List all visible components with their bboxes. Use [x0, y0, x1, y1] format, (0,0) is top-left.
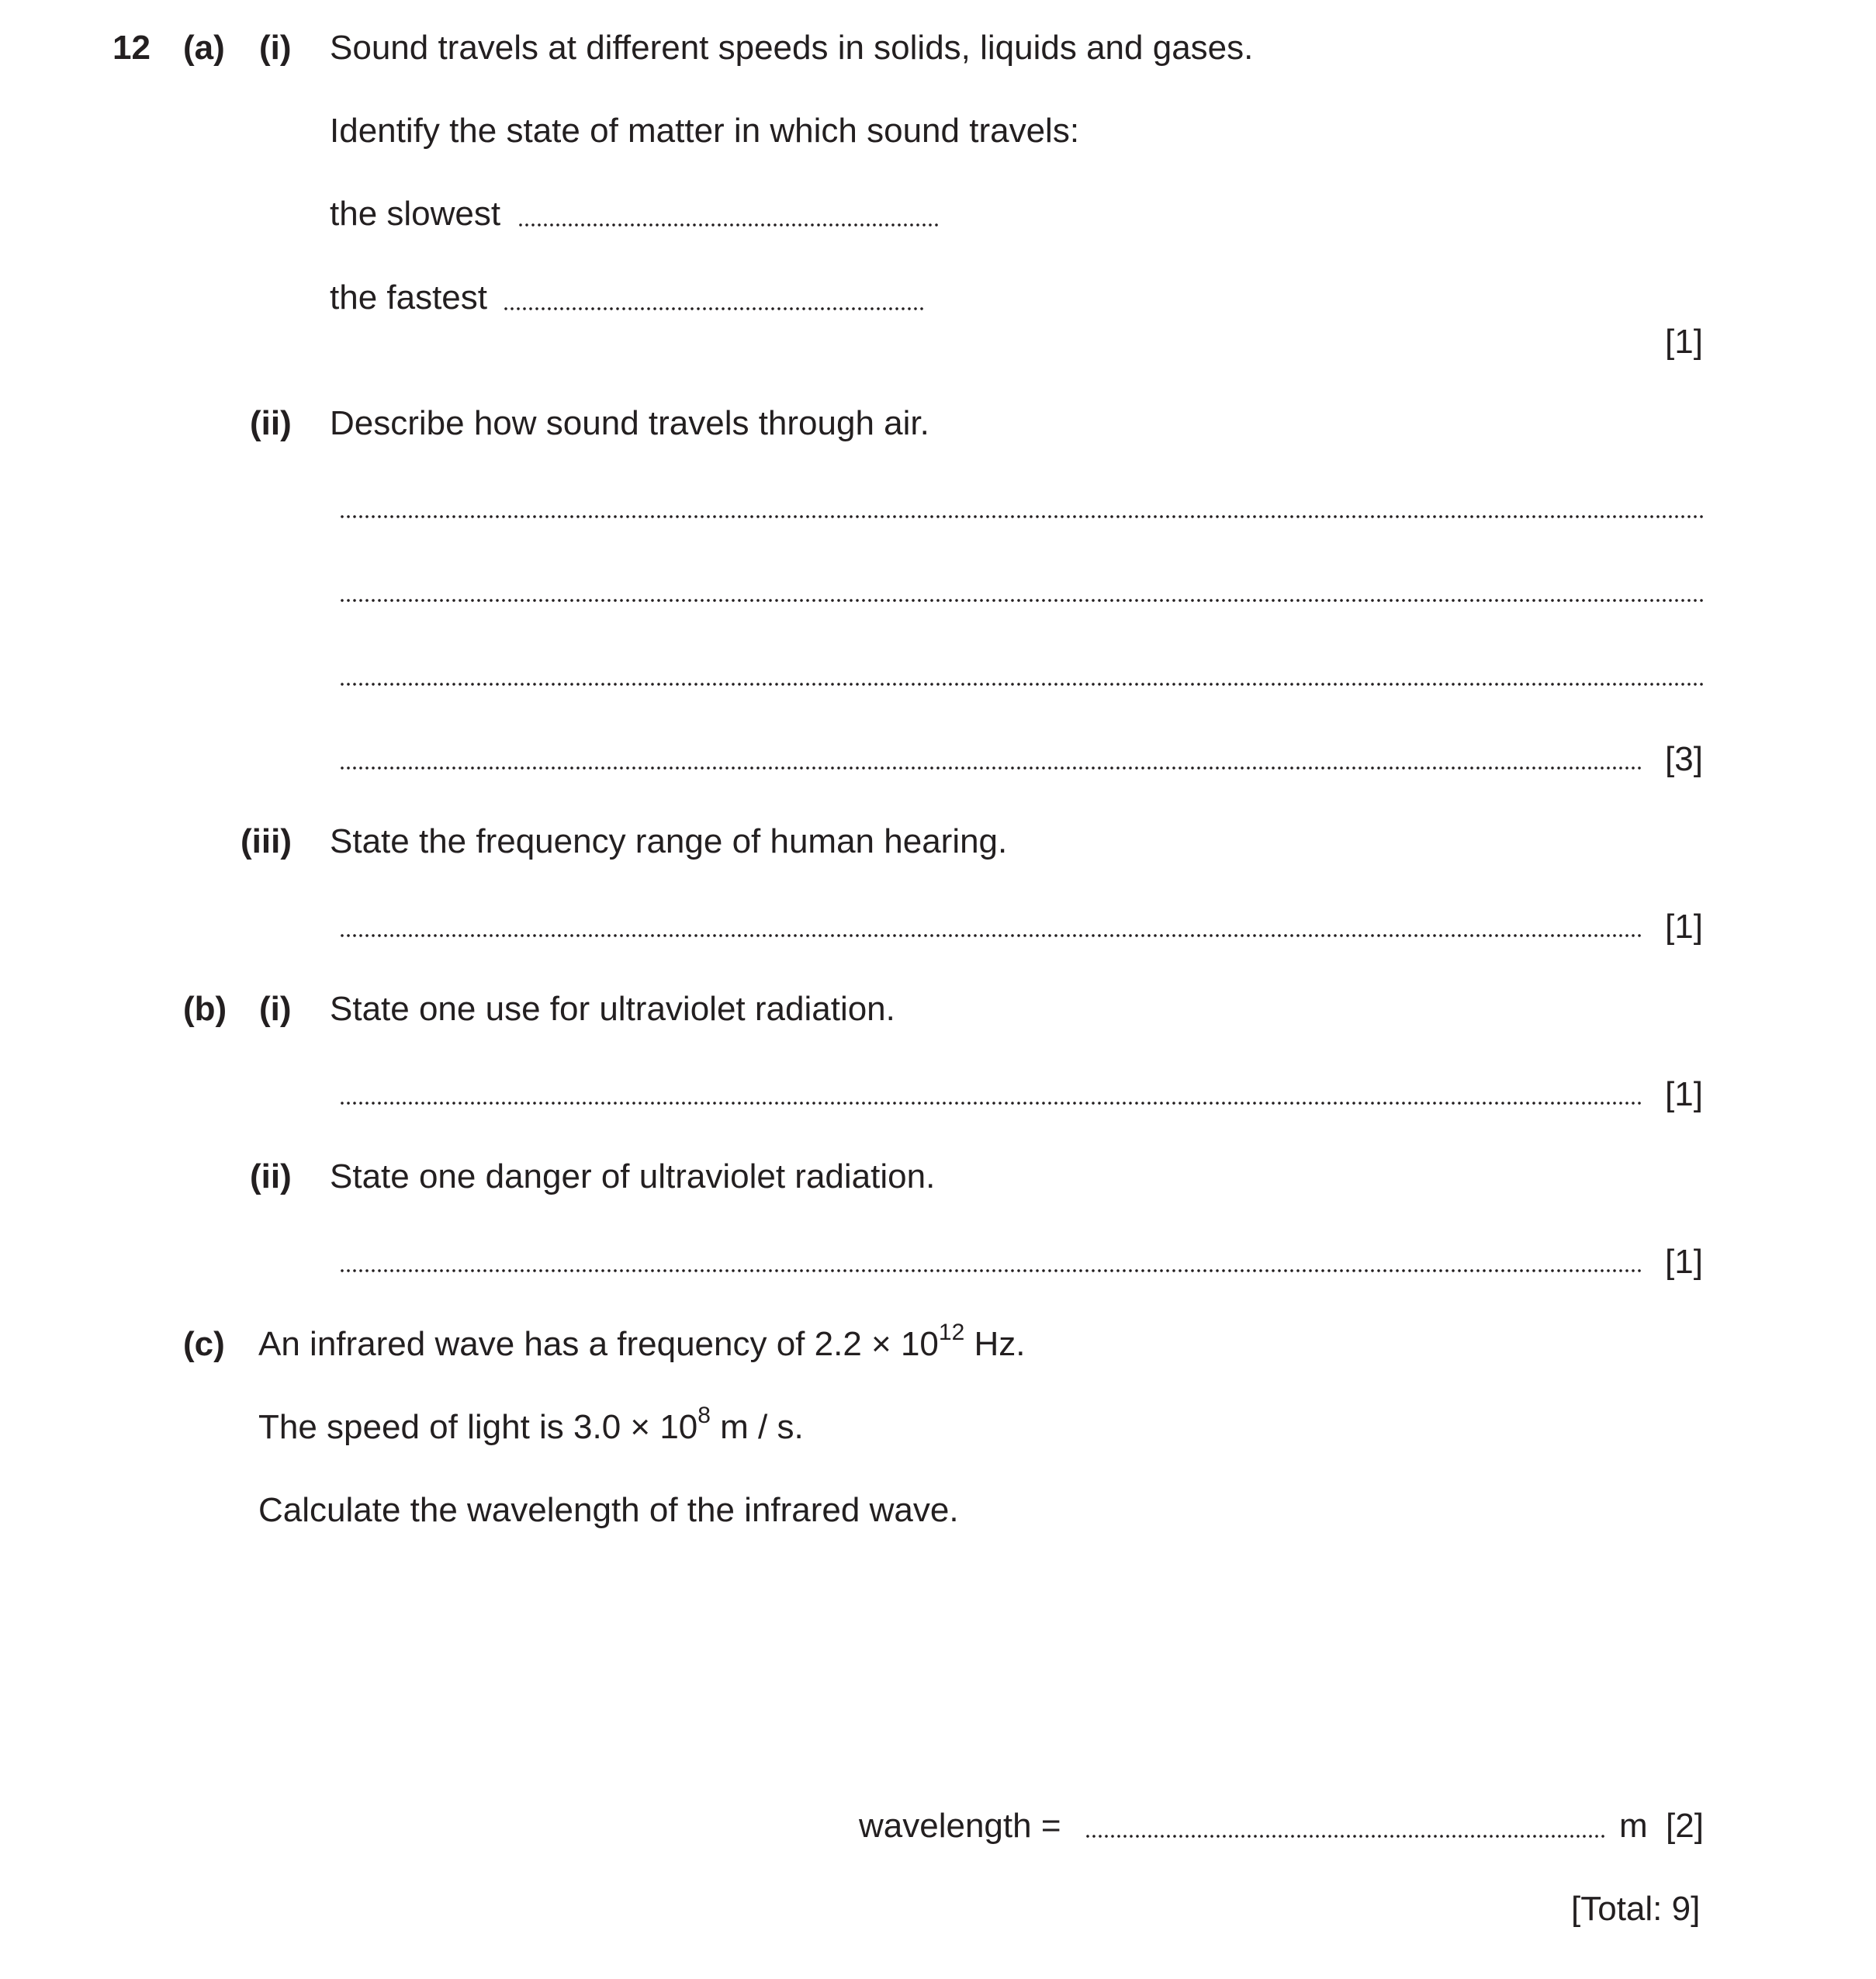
part-c-marks: [2]: [1666, 1807, 1704, 1845]
part-a-ii-label: (ii): [250, 404, 292, 442]
part-b-ii-marks: [1]: [1665, 1243, 1703, 1281]
answer-line[interactable]: [339, 598, 1705, 603]
question-number: 12: [112, 29, 151, 67]
part-a-i-label: (i): [259, 29, 292, 67]
part-b-i-text: State one use for ultraviolet radiation.: [330, 990, 895, 1028]
part-a-iii-text: State the frequency range of human hearing.: [330, 822, 1008, 860]
part-c-speed-text: The speed of light is $3.0 \times 10^8$ m / s.: [258, 1403, 804, 1446]
part-c-instruction: Calculate the wavelength of the infrared wave.: [258, 1491, 959, 1529]
slowest-label: the slowest: [330, 195, 501, 233]
part-c-label: (c): [183, 1325, 225, 1363]
part-a-label: (a): [183, 29, 225, 67]
part-b-ii-text: State one danger of ultraviolet radiation.: [330, 1157, 936, 1195]
fastest-label: the fastest: [330, 279, 488, 317]
part-a-ii-marks: [3]: [1665, 740, 1703, 778]
answer-line[interactable]: [339, 1101, 1642, 1105]
part-a-iii-marks: [1]: [1665, 908, 1703, 946]
slowest-answer-line[interactable]: [517, 223, 938, 227]
part-a-i-text: Sound travels at different speeds in solids, liquids and gases.: [330, 29, 1254, 67]
part-b-i-marks: [1]: [1665, 1075, 1703, 1113]
answer-line[interactable]: [339, 933, 1642, 938]
part-a-iii-label: (iii): [241, 822, 292, 860]
wavelength-answer-line[interactable]: [1085, 1834, 1604, 1839]
answer-line[interactable]: [339, 514, 1705, 519]
part-b-ii-label: (ii): [250, 1157, 292, 1195]
wavelength-label: wavelength =: [859, 1807, 1061, 1845]
answer-line[interactable]: [339, 682, 1705, 687]
part-b-label: (b): [183, 990, 227, 1028]
wavelength-unit: m: [1619, 1807, 1648, 1845]
part-c-frequency-text: An infrared wave has a frequency of $2.2 \times 10^{12}$ Hz.: [258, 1320, 1026, 1363]
answer-line[interactable]: [339, 1268, 1642, 1273]
part-b-i-label: (i): [259, 990, 292, 1028]
total-marks: [Total: 9]: [1571, 1890, 1701, 1928]
part-a-i-instruction: Identify the state of matter in which sound travels:: [330, 112, 1080, 150]
part-a-i-marks: [1]: [1665, 323, 1703, 361]
part-a-ii-text: Describe how sound travels through air.: [330, 404, 929, 442]
fastest-answer-line[interactable]: [503, 306, 925, 311]
answer-line[interactable]: [339, 766, 1642, 770]
